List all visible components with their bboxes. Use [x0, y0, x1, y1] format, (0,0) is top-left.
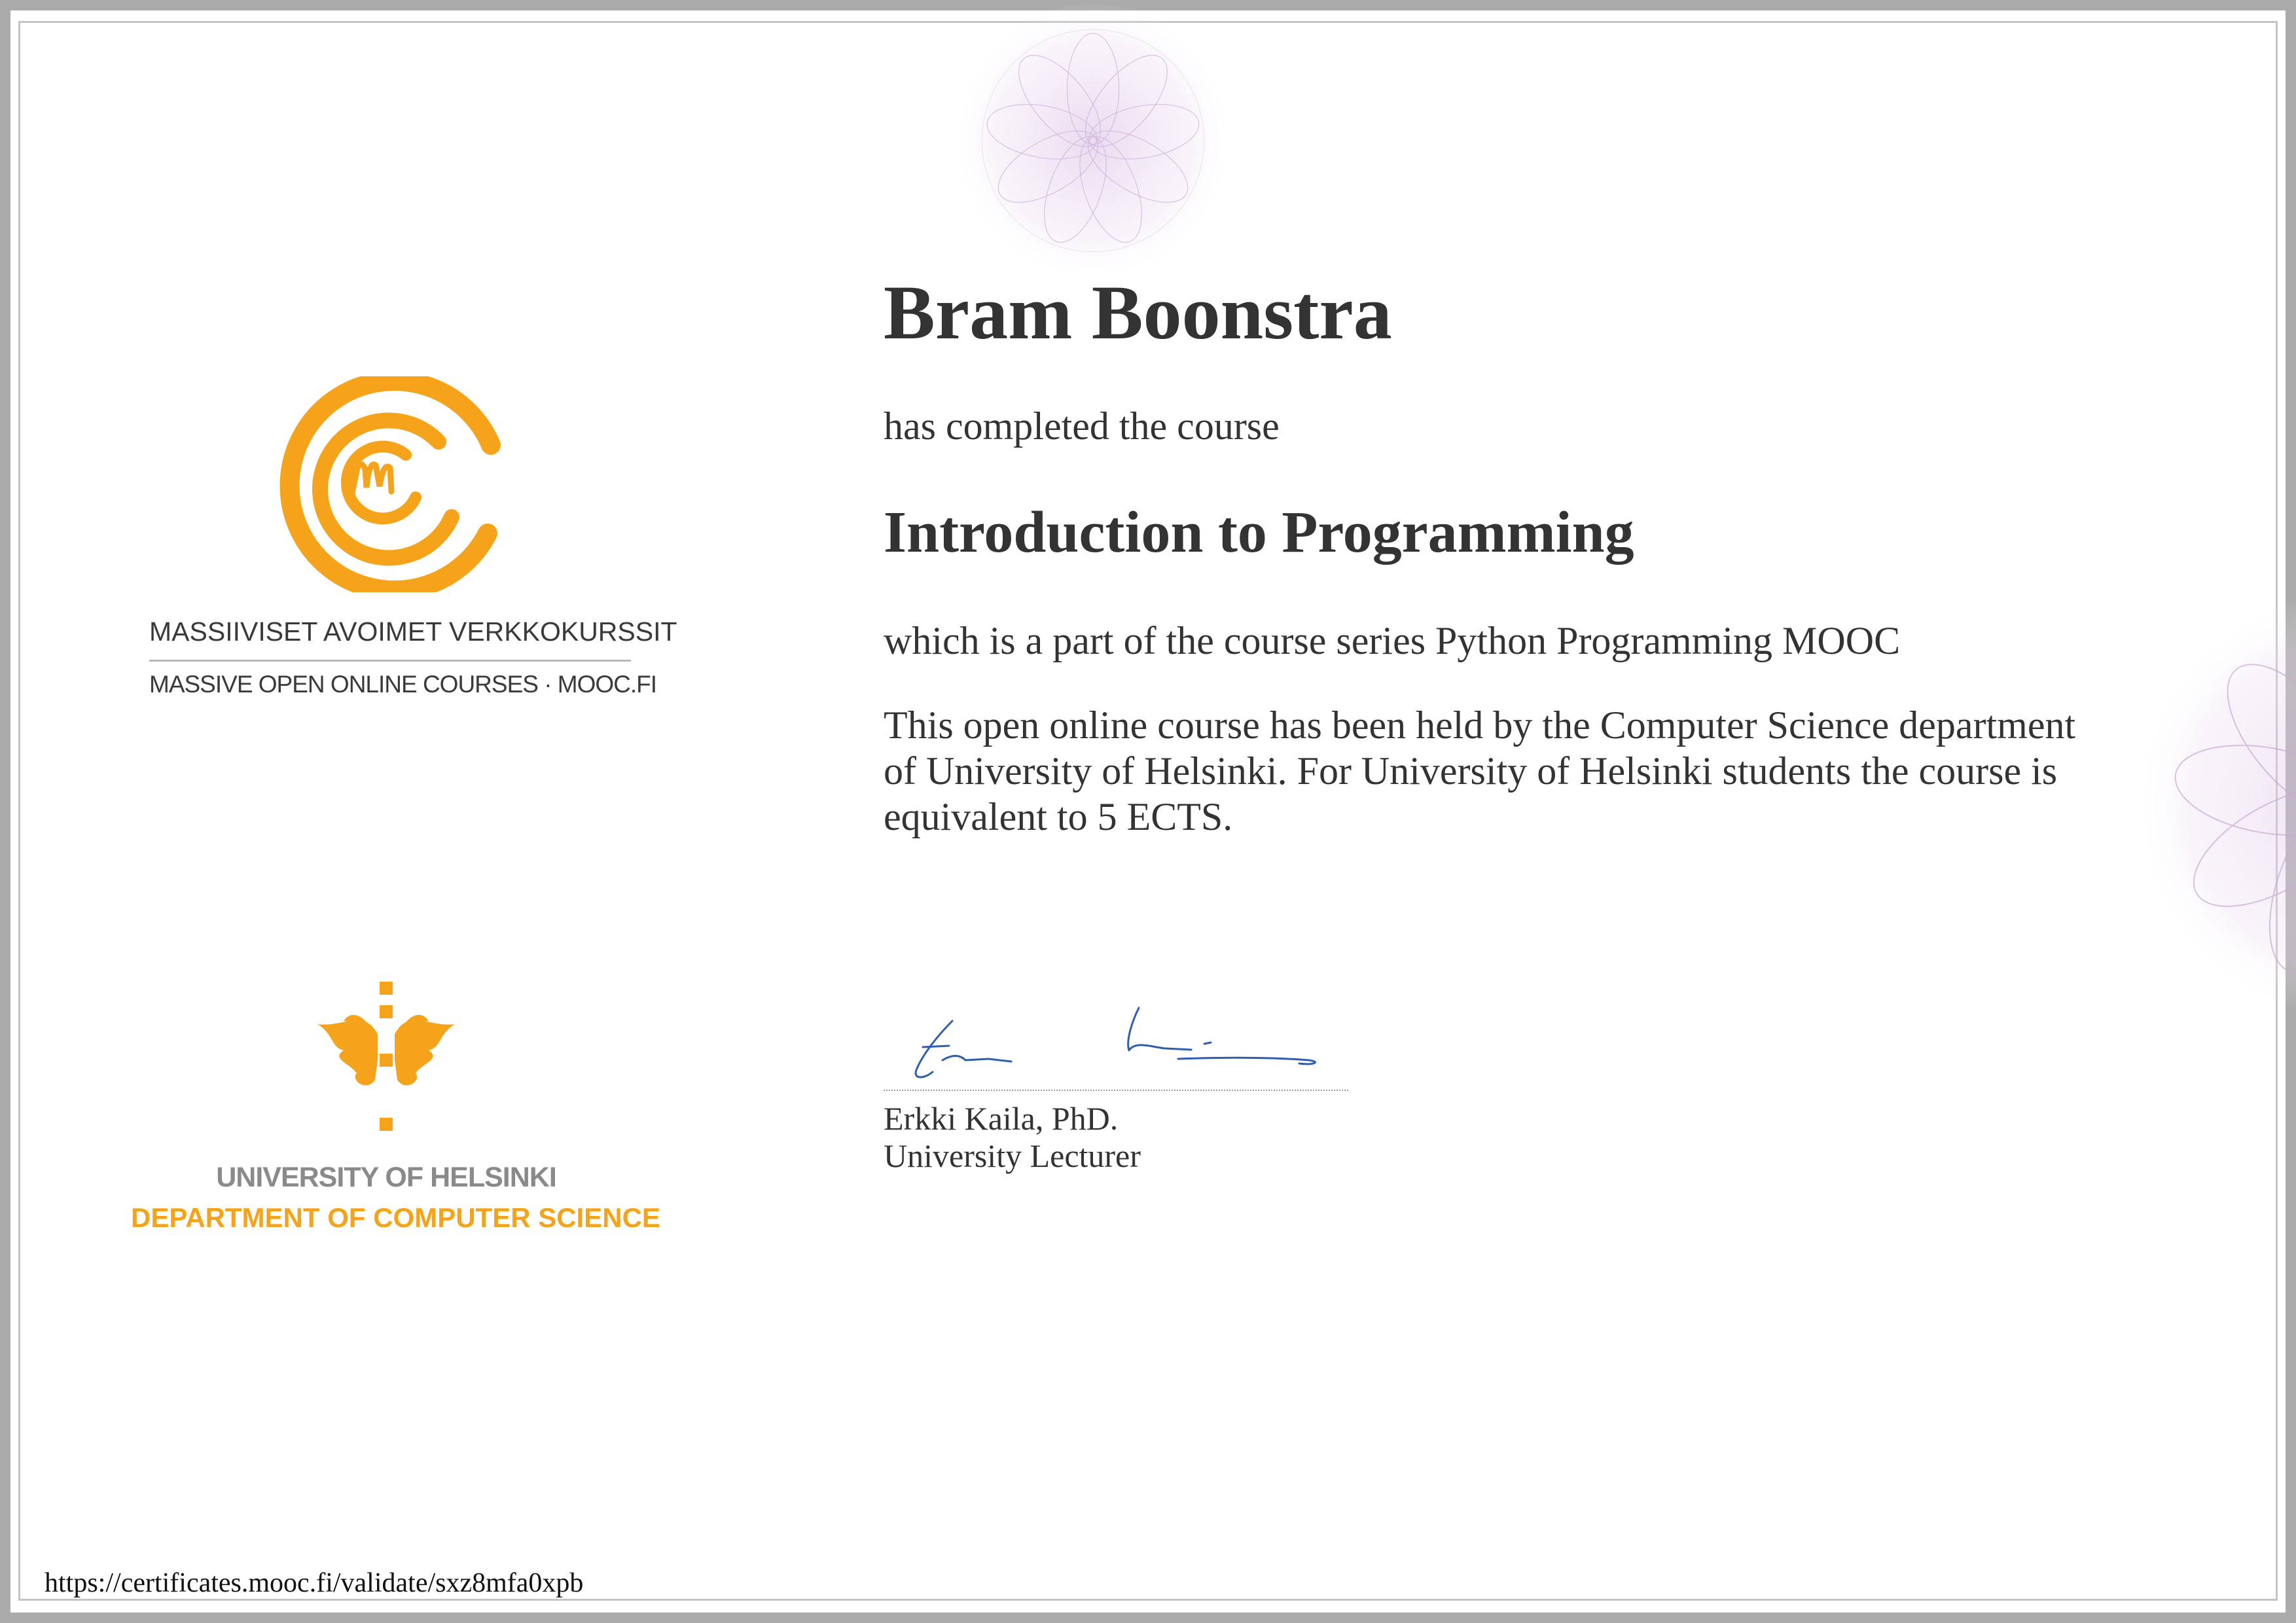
- university-flame-logo-icon: [304, 982, 468, 1132]
- course-description: This open online course has been held by the Computer Science department of University of Helsinki. For University of Helsinki students the course is equivalent to 5 ECTS.: [884, 704, 2076, 838]
- course-series-statement: which is a part of the course series Python Programming MOOC: [884, 619, 1901, 662]
- course-title: Introduction to Programming: [884, 500, 1634, 565]
- signature-line: [884, 1090, 1348, 1091]
- mooc-logo-icon: [275, 376, 501, 592]
- mooc-tagline-english: MASSIVE OPEN ONLINE COURSES · MOOC.FI: [149, 671, 657, 698]
- right-rosette-decoration: [2134, 589, 2296, 1021]
- recipient-name: Bram Boonstra: [884, 270, 1392, 355]
- validation-url[interactable]: https://certificates.mooc.fi/validate/sxz8mfa0xpb: [45, 1568, 584, 1598]
- handwritten-signature: [903, 995, 1342, 1093]
- mooc-tagline-finnish: MASSIIVISET AVOIMET VERKKOKURSSIT: [149, 616, 677, 647]
- completed-statement: has completed the course: [884, 404, 1280, 448]
- department-name: DEPARTMENT OF COMPUTER SCIENCE: [131, 1202, 660, 1233]
- top-rosette-decoration: [844, 0, 1342, 281]
- mooc-divider: [149, 660, 631, 662]
- signatory-name: Erkki Kaila, PhD.: [884, 1100, 1119, 1137]
- signatory-title: University Lecturer: [884, 1137, 1141, 1174]
- university-name: UNIVERSITY OF HELSINKI: [216, 1162, 556, 1193]
